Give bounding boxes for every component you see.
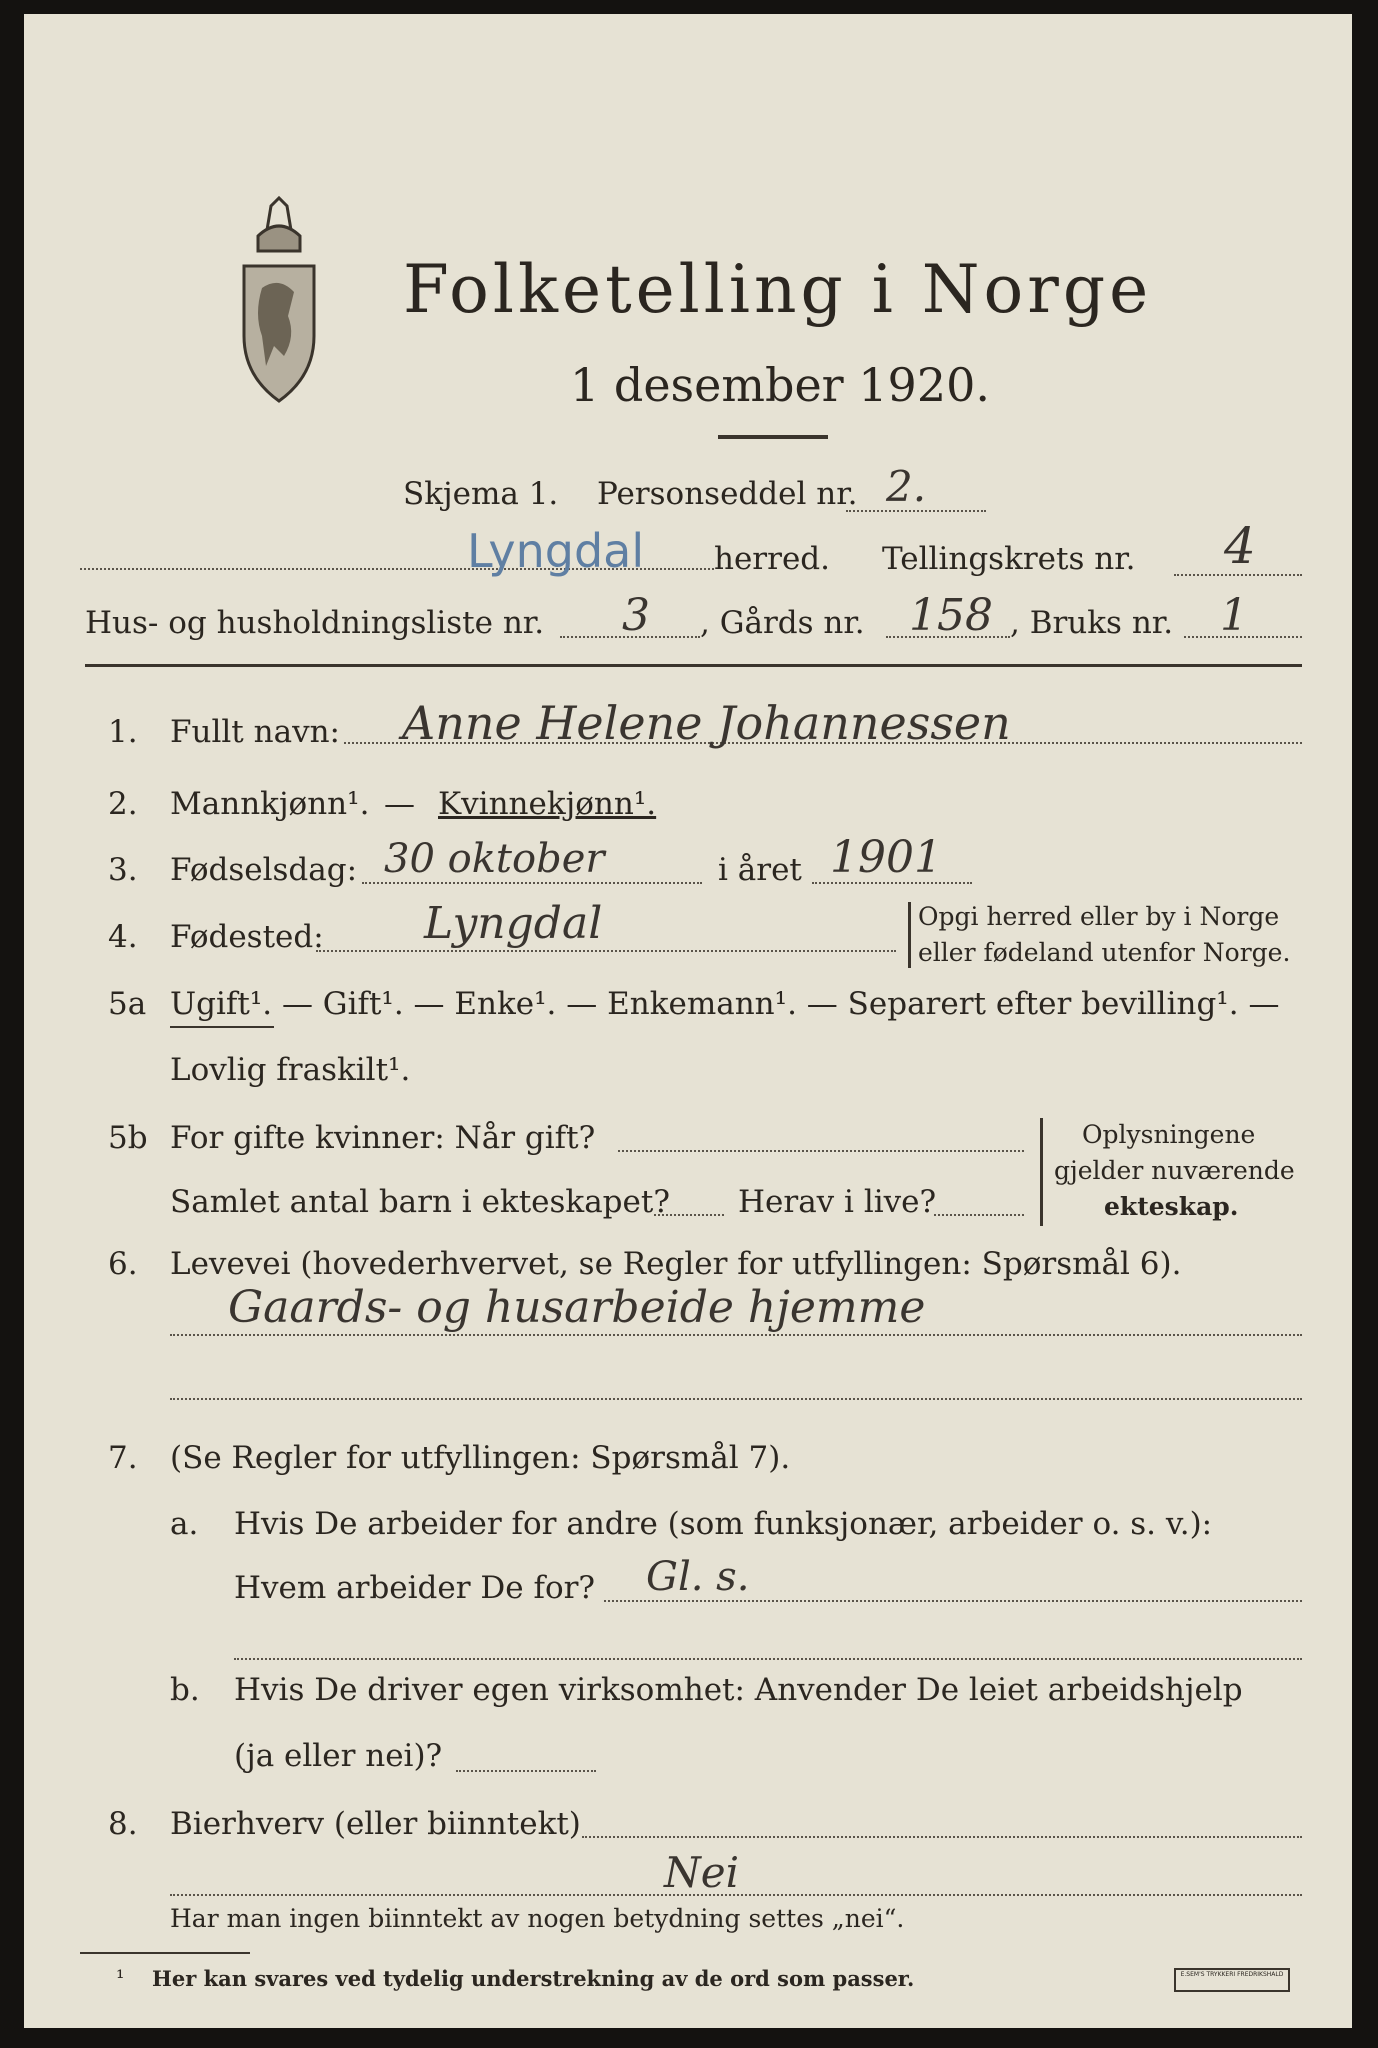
- q5b-married-label: For gifte kvinner: Når gift?: [170, 1120, 596, 1156]
- birth-year-value: 1901: [830, 832, 942, 883]
- q1-number: 1.: [108, 714, 138, 750]
- gards-value: 158: [909, 590, 993, 641]
- civil-status-options: Ugift¹. — Gift¹. — Enke¹. — Enkemann¹. — Separert efter bevilling¹. —: [170, 986, 1280, 1022]
- q7a-employer-label: Hvem arbeider De for?: [234, 1570, 596, 1606]
- personseddel-label: Personseddel nr.: [597, 476, 858, 512]
- q5b-number: 5b: [108, 1120, 148, 1156]
- q2-dash: —: [384, 786, 415, 822]
- form-title: Folketelling i Norge: [403, 251, 1153, 328]
- tellingskrets-value: 4: [1224, 517, 1256, 575]
- q7b-letter: b.: [170, 1672, 200, 1708]
- q1-label: Fullt navn:: [170, 714, 340, 750]
- q8-number: 8.: [108, 1806, 138, 1842]
- skjema-label: Skjema 1.: [403, 476, 559, 512]
- q4-label: Fødested:: [170, 919, 324, 955]
- coat-of-arms-icon: [236, 196, 322, 406]
- birthday-value: 30 oktober: [384, 836, 605, 882]
- q5b-note-line3: ekteskap.: [1104, 1192, 1239, 1221]
- hus-label: Hus- og husholdningsliste nr.: [85, 605, 545, 641]
- occupation-value: Gaards- og husarbeide hjemme: [228, 1282, 926, 1333]
- q7b-label: (ja eller nei)?: [234, 1738, 443, 1774]
- bruks-value: 1: [1220, 590, 1248, 641]
- hus-value: 3: [622, 590, 650, 641]
- q7a-text: Hvis De arbeider for andre (som funksjonær, arbeider o. s. v.):: [234, 1506, 1213, 1542]
- kvinnekjonn-option: Kvinnekjønn¹.: [438, 786, 657, 822]
- q5b-note-line1: Oplysningene: [1082, 1120, 1256, 1149]
- q2-number: 2.: [108, 786, 138, 822]
- census-date: 1 desember 1920.: [570, 358, 990, 412]
- mannkjonn-option: Mannkjønn¹.: [170, 786, 370, 822]
- q6-number: 6.: [108, 1246, 138, 1282]
- q3-number: 3.: [108, 852, 138, 888]
- herred-label: herred.: [714, 541, 830, 577]
- printer-stamp: E.SEM'S TRYKKERI FREDRIKSHALD: [1174, 1968, 1290, 1992]
- q3-year-label: i året: [718, 852, 802, 888]
- employer-value: Gl. s.: [646, 1554, 750, 1600]
- tellingskrets-label: Tellingskrets nr.: [882, 541, 1136, 577]
- q5b-children-label: Samlet antal barn i ekteskapet?: [170, 1184, 670, 1220]
- q4-note-line2: eller fødeland utenfor Norge.: [918, 938, 1291, 967]
- q3-label: Fødselsdag:: [170, 852, 358, 888]
- q7-number: 7.: [108, 1440, 138, 1476]
- header-rule: [85, 664, 1302, 667]
- q4-number: 4.: [108, 919, 138, 955]
- q7b-text: Hvis De driver egen virksomhet: Anvender De leiet arbeidshjelp: [234, 1672, 1243, 1708]
- q5b-alive-label: Herav i live?: [738, 1184, 937, 1220]
- gards-label: , Gårds nr.: [700, 605, 865, 641]
- q4-note-line1: Opgi herred eller by i Norge: [918, 902, 1280, 931]
- q8-label: Bierhverv (eller biinntekt): [170, 1806, 581, 1842]
- q5b-note-line2: gjelder nuværende: [1054, 1156, 1295, 1185]
- birthplace-value: Lyngdal: [424, 898, 603, 949]
- footnote-text: Her kan svares ved tydelig understrekning av de ord som passer.: [152, 1966, 915, 1991]
- census-form-page: [24, 14, 1352, 2028]
- personseddel-value: 2.: [886, 462, 927, 511]
- full-name-value: Anne Helene Johannessen: [402, 696, 1011, 750]
- civil-status-options-2: Lovlig fraskilt¹.: [170, 1052, 411, 1088]
- q8-note: Har man ingen biinntekt av nogen betydning settes „nei“.: [170, 1904, 905, 1933]
- footnote-rule: [80, 1952, 250, 1954]
- q5a-number: 5a: [108, 986, 147, 1022]
- q6-label: Levevei (hovederhvervet, se Regler for utfyllingen: Spørsmål 6).: [170, 1246, 1182, 1282]
- footnote-mark: ¹: [116, 1966, 125, 1990]
- title-divider: [718, 435, 828, 439]
- herred-stamp: Lyngdal: [467, 524, 645, 578]
- q7-label: (Se Regler for utfyllingen: Spørsmål 7).: [170, 1440, 791, 1476]
- ugift-underline: [170, 1026, 274, 1028]
- bruks-label: , Bruks nr.: [1010, 605, 1174, 641]
- bierhverv-value: Nei: [664, 1848, 740, 1897]
- q7a-letter: a.: [170, 1506, 199, 1542]
